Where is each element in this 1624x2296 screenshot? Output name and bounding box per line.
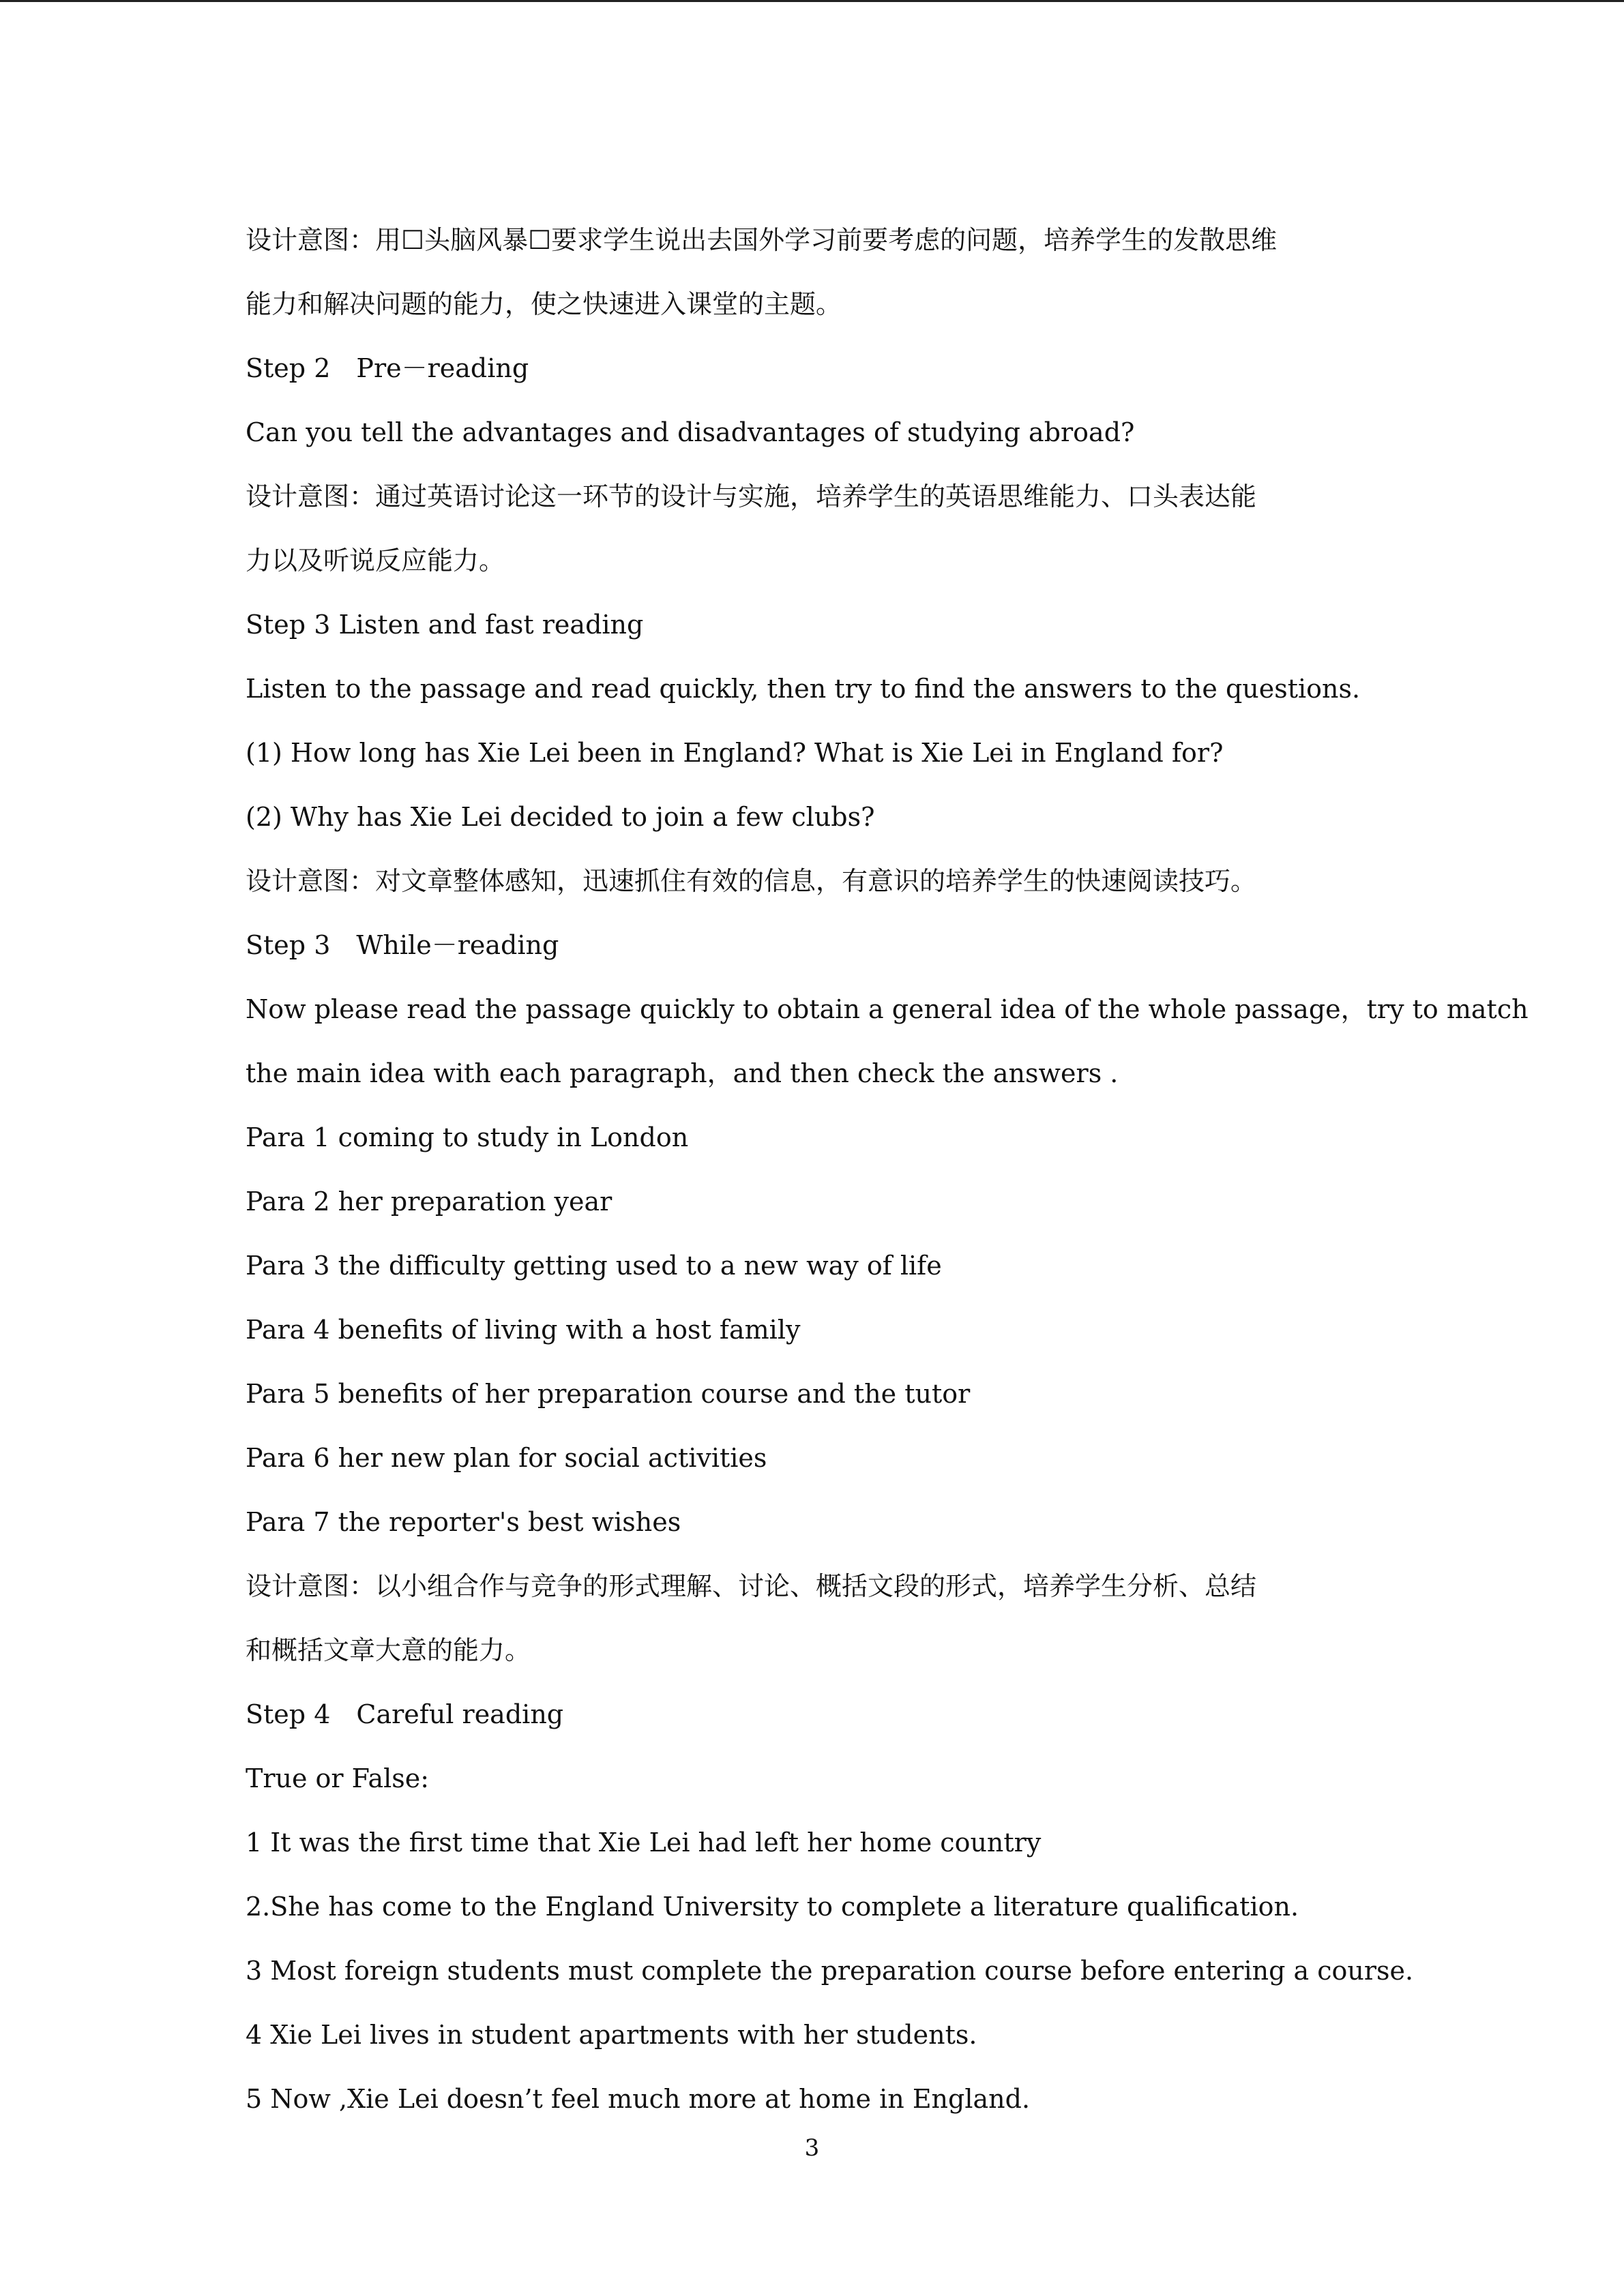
tf-statement-5: 5 Now ,Xie Lei doesn’t feel much more at home in England. bbox=[246, 2084, 1031, 2114]
listen-instruction: Listen to the passage and read quickly, then try to find the answers to the questions. bbox=[246, 674, 1361, 704]
para-2-item: Para 2 her preparation year bbox=[246, 1187, 612, 1217]
tf-statement-3: 3 Most foreign students must complete the preparation course before entering a course. bbox=[246, 1956, 1414, 1986]
while-reading-instruction-line-2: the main idea with each paragraph，and then check the answers . bbox=[246, 1058, 1119, 1088]
para-7-item: Para 7 the reporter's best wishes bbox=[246, 1507, 681, 1537]
step-3-while-reading-heading: Step 3 While－reading bbox=[246, 930, 559, 960]
design-intent-1-line-1: 设计意图：用☐头脑风暴☐要求学生说出去国外学习前要考虑的问题，培养学生的发散思维 bbox=[246, 225, 1278, 255]
design-intent-1-line-2: 能力和解决问题的能力，使之快速进入课堂的主题。 bbox=[246, 289, 842, 319]
tf-statement-2: 2.She has come to the England University to complete a literature qualification. bbox=[246, 1892, 1299, 1922]
while-reading-instruction-line-1: Now please read the passage quickly to obtain a general idea of the whole passage，try to match bbox=[246, 994, 1529, 1024]
design-intent-3: 设计意图：对文章整体感知，迅速抓住有效的信息，有意识的培养学生的快速阅读技巧。 bbox=[246, 866, 1257, 896]
design-intent-4-line-2: 和概括文章大意的能力。 bbox=[246, 1635, 531, 1665]
document-body bbox=[246, 208, 1529, 2131]
step-3-listen-heading: Step 3 Listen and fast reading bbox=[246, 610, 644, 640]
design-intent-4-line-1: 设计意图：以小组合作与竞争的形式理解、讨论、概括文段的形式，培养学生分析、总结 bbox=[246, 1571, 1257, 1601]
true-or-false-label: True or False: bbox=[246, 1763, 430, 1793]
tf-statement-4: 4 Xie Lei lives in student apartments with her students. bbox=[246, 2020, 977, 2050]
para-6-item: Para 6 her new plan for social activities bbox=[246, 1443, 767, 1473]
step-4-heading: Step 4 Careful reading bbox=[246, 1699, 564, 1729]
step-2-heading: Step 2 Pre－reading bbox=[246, 353, 529, 383]
para-4-item: Para 4 benefits of living with a host family bbox=[246, 1315, 801, 1345]
question-2: (2) Why has Xie Lei decided to join a few clubs? bbox=[246, 802, 875, 832]
top-border-rule bbox=[0, 0, 1624, 2]
tf-statement-1: 1 It was the first time that Xie Lei had left her home country bbox=[246, 1828, 1042, 1858]
para-1-item: Para 1 coming to study in London bbox=[246, 1122, 689, 1152]
page-number: 3 bbox=[804, 2134, 820, 2162]
pre-reading-question: Can you tell the advantages and disadvantages of studying abroad? bbox=[246, 417, 1135, 447]
design-intent-2-line-1: 设计意图：通过英语讨论这一环节的设计与实施，培养学生的英语思维能力、口头表达能 bbox=[246, 481, 1257, 511]
design-intent-2-line-2: 力以及听说反应能力。 bbox=[246, 546, 505, 576]
para-3-item: Para 3 the difficulty getting used to a new way of life bbox=[246, 1251, 942, 1281]
para-5-item: Para 5 benefits of her preparation course and the tutor bbox=[246, 1379, 971, 1409]
question-1: (1) How long has Xie Lei been in England? What is Xie Lei in England for? bbox=[246, 738, 1224, 768]
